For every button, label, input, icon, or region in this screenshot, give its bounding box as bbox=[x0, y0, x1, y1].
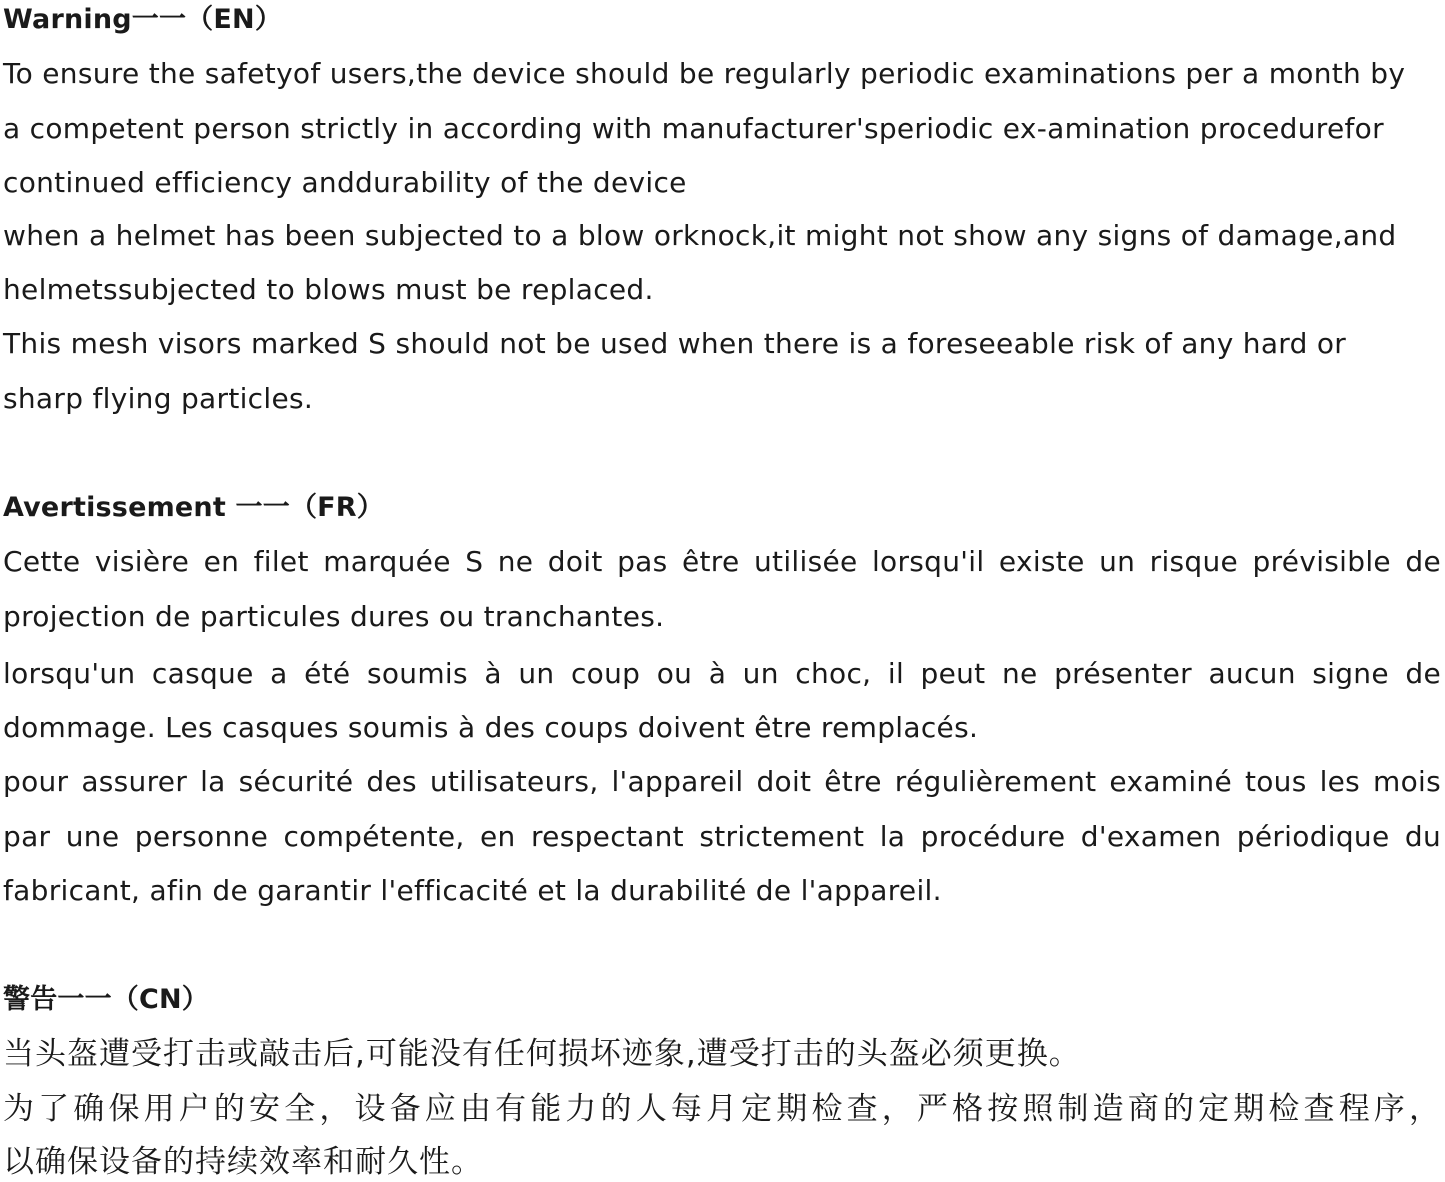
fr-line-3: lorsqu'un casque a été soumis à un coup ou à un choc, il peut ne présenter aucun signe de bbox=[3, 657, 1441, 690]
en-line-6: This mesh visors marked S should not be used when there is a foreseeable risk of any hard or bbox=[3, 327, 1347, 360]
fr-heading: Avertissement 一一（FR） bbox=[3, 492, 384, 523]
en-heading: Warning一一（EN） bbox=[3, 4, 283, 35]
en-line-2: a competent person strictly in according with manufacturer'speriodic ex-amination procedurefor bbox=[3, 112, 1384, 145]
en-line-7: sharp flying particles. bbox=[3, 382, 314, 415]
fr-line-2: projection de particules dures ou tranchantes. bbox=[3, 600, 665, 633]
en-line-3: continued efficiency anddurability of the device bbox=[3, 166, 687, 199]
en-line-4: when a helmet has been subjected to a blow orknock,it might not show any signs of damage,and bbox=[3, 219, 1397, 252]
cn-line-1: 当头盔遭受打击或敲击后,可能没有任何损坏迹象,遭受打击的头盔必须更换。 bbox=[3, 1036, 1081, 1072]
cn-heading: 警告一一（CN） bbox=[3, 984, 210, 1015]
en-line-5: helmetssubjected to blows must be replaced. bbox=[3, 273, 654, 306]
en-line-1: To ensure the safetyof users,the device should be regularly periodic examinations per a month by bbox=[3, 57, 1406, 90]
fr-line-4: dommage. Les casques soumis à des coups doivent être remplacés. bbox=[3, 711, 979, 744]
fr-line-1: Cette visière en filet marquée S ne doit pas être utilisée lorsqu'il existe un risque prévisible de bbox=[3, 545, 1441, 578]
fr-line-6: par une personne compétente, en respectant strictement la procédure d'examen périodique du bbox=[3, 820, 1441, 853]
cn-line-3: 以确保设备的持续效率和耐久性。 bbox=[3, 1144, 483, 1180]
fr-line-5: pour assurer la sécurité des utilisateurs, l'appareil doit être régulièrement examiné tous les mois bbox=[3, 765, 1441, 798]
fr-line-7: fabricant, afin de garantir l'efficacité et la durabilité de l'appareil. bbox=[3, 874, 942, 907]
cn-line-2: 为了确保用户的安全，设备应由有能力的人每月定期检查，严格按照制造商的定期检查程序， bbox=[3, 1091, 1441, 1127]
